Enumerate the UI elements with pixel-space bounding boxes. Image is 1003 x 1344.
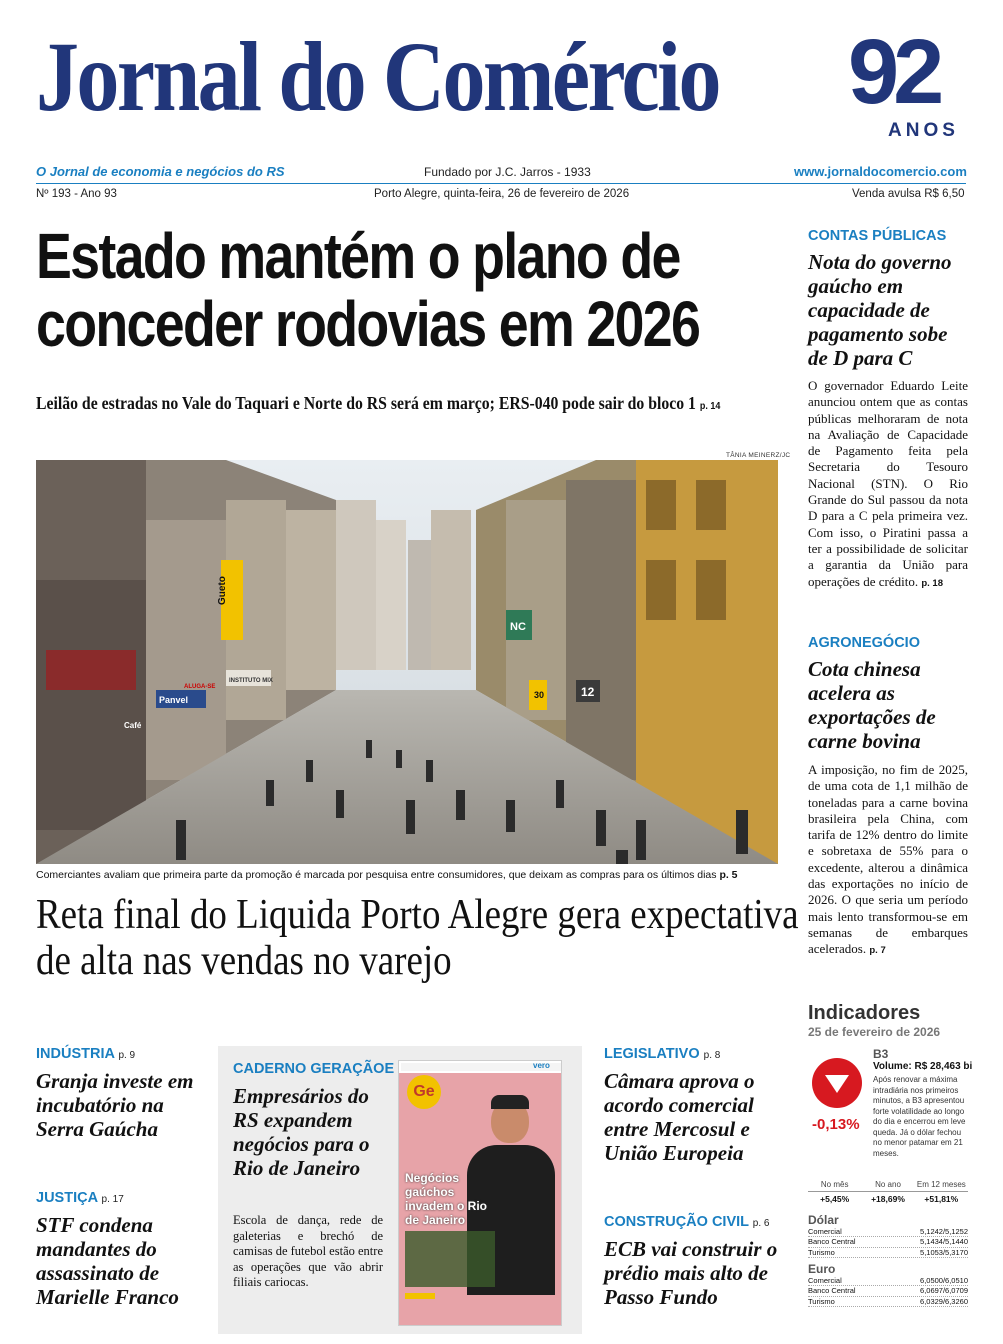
anniversary-text: ANOS [888, 120, 959, 141]
street-photo-illustration [36, 460, 778, 864]
dolar-row-name: Turismo [808, 1247, 835, 1257]
dateline: Porto Alegre, quinta-feira, 26 de fevereiro de 2026 [374, 188, 630, 200]
cover-brand: vero [533, 1061, 550, 1070]
euro-row-value: 6,0500/6,0510 [920, 1276, 968, 1285]
performance-header [808, 1180, 968, 1192]
construcao-headline[interactable]: ECB vai construir o prédio mais alto de Passo Fundo [604, 1237, 778, 1309]
geracao-cover[interactable] [398, 1060, 562, 1326]
dolar-row [808, 1248, 968, 1258]
price: Venda avulsa R$ 6,50 [852, 188, 965, 200]
construcao-label: CONSTRUÇÃO CIVIL [604, 1214, 749, 1230]
perf-value-month: +5,45% [820, 1194, 850, 1204]
issue-number: Nº 193 - Ano 93 [36, 188, 117, 200]
dolar-row-value: 5,1053/5,3170 [920, 1247, 968, 1257]
sign-gueto: Gueto [217, 576, 228, 605]
euro-row-value: 6,0329/6,3260 [920, 1296, 968, 1306]
euro-row-name: Banco Central [808, 1286, 856, 1296]
cover-text-block [405, 1231, 495, 1287]
down-arrow-icon [812, 1058, 862, 1108]
founded-line: Fundado por J.C. Jarros - 1933 [424, 165, 591, 179]
dolar-row-value: 5,1434/5,1440 [920, 1237, 968, 1247]
street-photo[interactable] [36, 460, 778, 864]
legislativo-page: p. 8 [703, 1050, 721, 1061]
section-justica [36, 1190, 124, 1206]
lead-headline[interactable]: Estado mantém o plano de conceder rodovias em 2026 [36, 220, 700, 360]
sign-cafe: Café [124, 721, 142, 730]
photo-caption-page: p. 5 [719, 869, 738, 881]
euro-row [808, 1297, 968, 1307]
sign-aluga: ALUGA-SE [184, 684, 216, 690]
perf-header-month: No mês [820, 1180, 849, 1189]
cover-tag [405, 1293, 435, 1299]
justica-label: JUSTIÇA [36, 1190, 98, 1206]
contas-body-text: O governador Eduardo Leite anunciou ontem que as contas públicas melhoraram de nota na Avaliação de Capacidade de Pagamento feita pela Secretaria do Tesouro Nacional (STN). O Rio Grande do Sul passou da nota D para a C pela primeira vez. Com isso, o Piratini passa a ter a possibilidade de solicitar a garantia da União para operações de crédito. [808, 378, 968, 589]
b3-note: Após renovar a máxima intradiária nos primeiros minutos, a B3 apresentou forte volatilidade ao longo do dia e encerrou em leve queda. Já o dólar fechou no menor patamar em 21 meses. [873, 1075, 966, 1158]
dolar-row-value: 5,1242/5,1252 [920, 1227, 968, 1236]
justica-page: p. 17 [101, 1194, 124, 1205]
performance-table [808, 1180, 968, 1204]
agro-page: p. 7 [869, 945, 886, 957]
sign-nc: NC [510, 621, 526, 633]
dolar-row-name: Banco Central [808, 1237, 856, 1247]
section-legislativo [604, 1046, 720, 1062]
b3-down-icon [812, 1058, 862, 1108]
performance-values [808, 1192, 968, 1204]
masthead-title: Jornal do Comércio [36, 21, 719, 132]
tagline: O Jornal de economia e negócios do RS [36, 164, 285, 179]
euro-row-name: Turismo [808, 1296, 835, 1306]
agro-body-text: A imposição, no fim de 2025, de uma cota de 1,1 milhão de toneladas para a carne bovina brasileira pela China, com tarifa de 12% dentro do limite e sobretaxa de 55% para o excedente, alterou a dinâmica das exportações no início de 2026. O que seria um período mais lento transformou-se em semanas de embarques acelerados. [808, 762, 968, 957]
photo-caption [36, 869, 738, 881]
sign-instituto: INSTITUTO MIX [229, 678, 273, 684]
anniversary-number: 92 [848, 21, 939, 123]
sign-panvel: Panvel [159, 695, 189, 705]
second-headline[interactable]: Reta final do Liquida Porto Alegre gera expectativa de alta nas vendas no varejo [36, 892, 799, 984]
industria-headline[interactable]: Granja investe em incubatório na Serra Gaúcha [36, 1069, 194, 1141]
dolar-row [808, 1237, 968, 1247]
section-industria [36, 1046, 135, 1062]
website-link[interactable]: www.jornaldocomercio.com [794, 164, 967, 179]
section-construcao [604, 1214, 769, 1230]
geracao-headline[interactable]: Empresários do RS expandem negócios para o Rio de Janeiro [233, 1084, 370, 1180]
contas-headline[interactable]: Nota do governo gaúcho em capacidade de pagamento sobe de D para C [808, 250, 952, 370]
cover-title: Negócios gaúchos invadem o Rio de Janeiro [405, 1171, 488, 1227]
cover-person-cap [491, 1095, 529, 1109]
agro-headline[interactable]: Cota chinesa acelera as exportações de carne bovina [808, 657, 936, 753]
agro-body [808, 762, 968, 960]
dolar-table [808, 1213, 968, 1258]
dolar-row-name: Comercial [808, 1227, 842, 1236]
justica-headline[interactable]: STF condena mandantes do assassinato de Marielle Franco [36, 1213, 179, 1309]
cover-logo: Ge [407, 1075, 441, 1109]
euro-row-name: Comercial [808, 1276, 842, 1285]
industria-page: p. 9 [118, 1050, 136, 1061]
dolar-row [808, 1227, 968, 1237]
sign-12: 12 [581, 685, 595, 699]
indicators-date: 25 de fevereiro de 2026 [808, 1025, 941, 1039]
dolar-title: Dólar [808, 1213, 839, 1227]
contas-page: p. 18 [921, 577, 943, 589]
euro-row [808, 1286, 968, 1296]
euro-row [808, 1276, 968, 1286]
construcao-page: p. 6 [752, 1218, 770, 1229]
euro-row-value: 6,0697/6,0709 [920, 1286, 968, 1296]
photo-credit: TÂNIA MEINERZ/JC [726, 452, 791, 459]
legislativo-label: LEGISLATIVO [604, 1046, 700, 1062]
lead-subhead-text: Leilão de estradas no Vale do Taquari e Norte do RS será em março; ERS-040 pode sair do bloco 1 [36, 393, 696, 413]
b3-label: B3 [873, 1047, 889, 1061]
perf-value-12m: +51,81% [924, 1194, 959, 1204]
b3-change: -0,13% [812, 1116, 860, 1133]
industria-label: INDÚSTRIA [36, 1046, 115, 1062]
section-agro: AGRONEGÓCIO [808, 635, 920, 651]
indicators-title: Indicadores [808, 1002, 921, 1024]
photo-caption-text: Comerciantes avaliam que primeira parte da promoção é marcada por pesquisa entre consumidores, que deixam as compras para os últimos dias [36, 869, 717, 881]
perf-value-year: +18,69% [871, 1194, 905, 1204]
lead-subhead [36, 393, 720, 414]
section-contas: CONTAS PÚBLICAS [808, 228, 947, 244]
euro-title: Euro [808, 1262, 836, 1276]
legislativo-headline[interactable]: Câmara aprova o acordo comercial entre Mercosul e União Europeia [604, 1069, 755, 1165]
perf-header-12m: Em 12 meses [916, 1180, 966, 1189]
perf-header-year: No ano [875, 1180, 901, 1189]
b3-volume: Volume: R$ 28,463 bi [873, 1061, 973, 1072]
sign-sale: 30 [534, 690, 545, 700]
euro-table [808, 1262, 968, 1307]
geracao-body: Escola de dança, rede de galeterias e brechó de camisas de futebol estão entre as operações que vão abrir filiais cariocas. [233, 1213, 383, 1289]
lead-subhead-page: p. 14 [699, 401, 721, 412]
contas-body [808, 378, 968, 592]
section-geracao: CADERNO GERAÇÃOE [233, 1061, 395, 1077]
masthead-divider [36, 183, 966, 184]
